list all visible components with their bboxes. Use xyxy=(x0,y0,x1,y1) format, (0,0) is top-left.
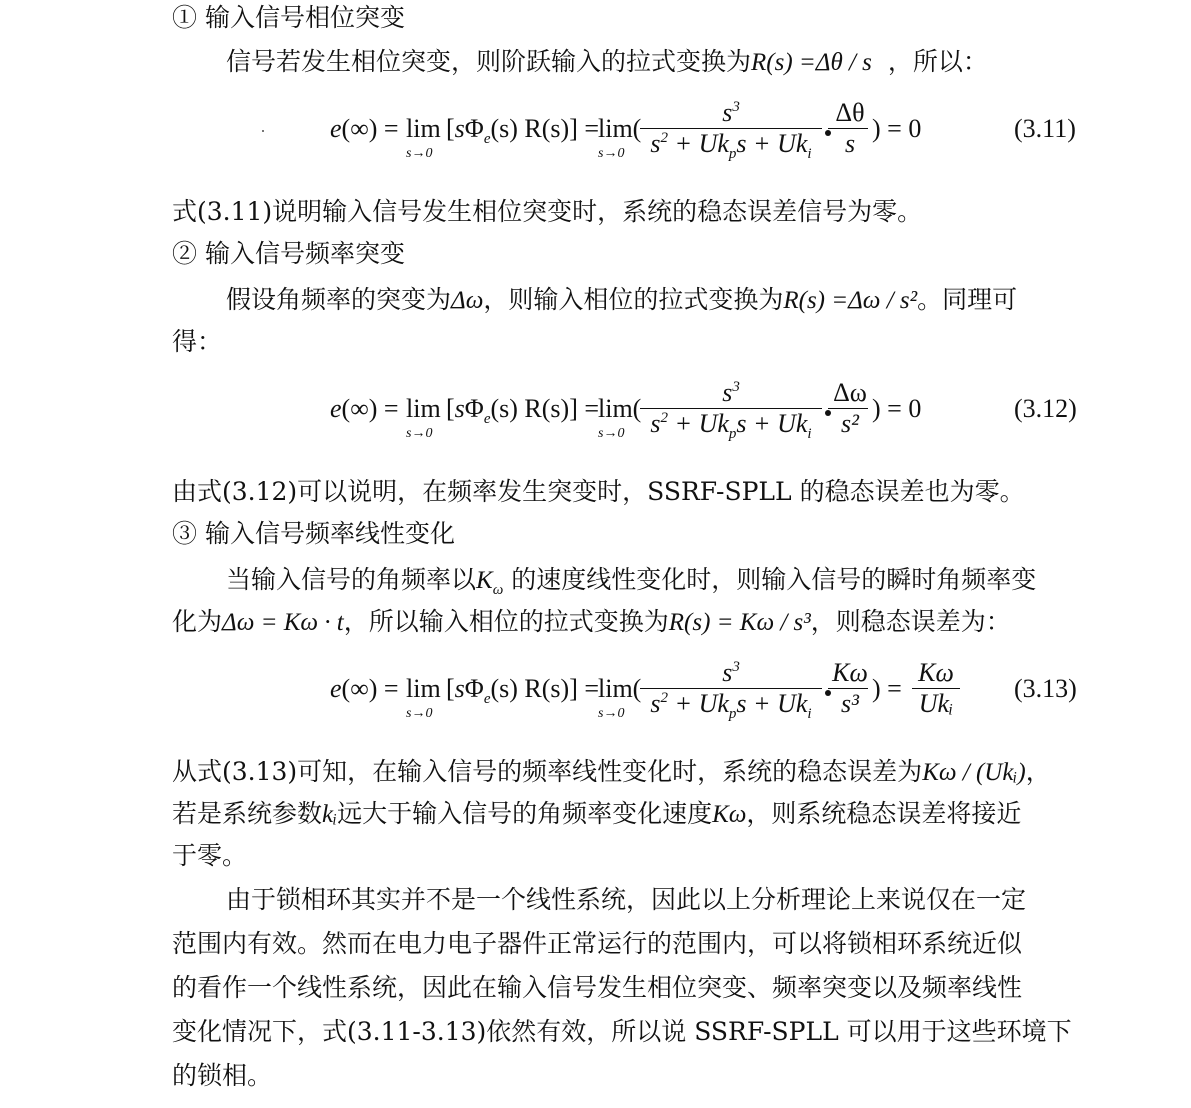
paragraph-ramp-line2: 化为Δω = Kω · t，所以输入相位的拉式变换为R(s) = Kω / s³，则稳态误差为： xyxy=(172,607,1011,636)
paragraph-ramp-conclusion-line1: 从式(3.13)可知，在输入信号的频率线性变化时，系统的稳态误差为Kω / (Ukᵢ)， xyxy=(172,757,1051,786)
paragraph-summary-line5: 的锁相。 xyxy=(172,1061,273,1090)
equation-3-13: e(∞) = lim s→0 $[s\Phi_e(s) R(s)]$ = lim( s→0 $s^3$ $s^2 + Uk_ps + Uk_i$ Kω s³ ) = Kω Ukᵢ xyxy=(320,656,1070,736)
paragraph-summary-line1: 由于锁相环其实并不是一个线性系统，因此以上分析理论上来说仅在一定 xyxy=(226,885,1027,914)
paragraph-phase-jump-intro xyxy=(226,46,1077,79)
limit-subscript: s→0 xyxy=(406,146,433,161)
fraction-result: Kω Ukᵢ xyxy=(912,658,960,719)
fraction-input: Δθ s xyxy=(828,98,872,159)
equation-number-3-12: (3.12) xyxy=(1014,394,1077,423)
paragraph-frequency-jump-line2: 得： xyxy=(172,327,223,356)
text: 信号若发生相位突变，则阶跃输入的拉式变换为 xyxy=(226,47,752,76)
paragraph-ramp-conclusion-line3: 于零。 xyxy=(172,841,248,870)
equation-3-12: e(∞) = lim s→0 $[s\Phi_e(s) R(s)]$ = lim( s→0 $s^3$ $s^2 + Uk_ps + Uk_i$ Δω s² ) = 0 xyxy=(330,378,922,442)
equation-number-3-11: (3.11) xyxy=(1014,114,1076,143)
section-heading-frequency-ramp: ③ 输入信号频率线性变化 xyxy=(172,519,455,548)
paragraph-summary-line4: 变化情况下，式(3.11-3.13)依然有效，所以说 SSRF-SPLL 可以用于这些环境下 xyxy=(172,1017,1072,1046)
paragraph-summary-line2: 范围内有效。然而在电力电子器件正常运行的范围内，可以将锁相环系统近似 xyxy=(172,929,1023,958)
paragraph-summary-line3: 的看作一个线性系统，因此在输入信号发生相位突变、频率突变以及频率线性 xyxy=(172,973,1023,1002)
paragraph-frequency-conclusion: 由式(3.12)可以说明，在频率发生突变时，SSRF-SPLL 的稳态误差也为零。 xyxy=(172,477,1025,506)
equation-rhs: ) = 0 xyxy=(872,114,922,143)
equation-number-3-13: (3.13) xyxy=(1014,674,1077,703)
paragraph-phase-conclusion: 式(3.11)说明输入信号发生相位突变时，系统的稳态误差信号为零。 xyxy=(172,197,923,226)
scan-speck xyxy=(262,130,264,132)
paragraph-ramp-line1: 当输入信号的角频率以$K_\omega$ 的速度线性变化时，则输入信号的瞬时角频率变 xyxy=(226,565,1037,598)
section-heading-phase-jump: ① 输入信号相位突变 xyxy=(172,3,405,32)
paragraph-frequency-jump-intro: 假设角频率的突变为Δω，则输入相位的拉式变换为R(s) =Δω / s²。同理可 xyxy=(226,285,1018,314)
formula-freq-input: R(s) =Δω / s² xyxy=(783,287,918,314)
section-heading-frequency-jump: ② 输入信号频率突变 xyxy=(172,239,405,268)
formula-delta-omega: Δω xyxy=(451,287,484,314)
formula-step-input: R(s) =Δθ / s xyxy=(751,49,872,76)
fraction-transfer: $s^3$ $s^2 + Uk_ps + Uk_i$ xyxy=(640,98,822,163)
equation-3-11: e(∞) = lim s→0 $[s\Phi_e(s) R(s)]$ = lim( s→0 $s^3$ $s^2 + Uk_ps + Uk_i$ Δθ s ) = 0 xyxy=(330,98,922,162)
paragraph-ramp-conclusion-line2: 若是系统参数kᵢ远大于输入信号的角频率变化速度Kω，则系统稳态误差将接近 xyxy=(172,799,1022,828)
text: ，所以： xyxy=(887,47,988,76)
